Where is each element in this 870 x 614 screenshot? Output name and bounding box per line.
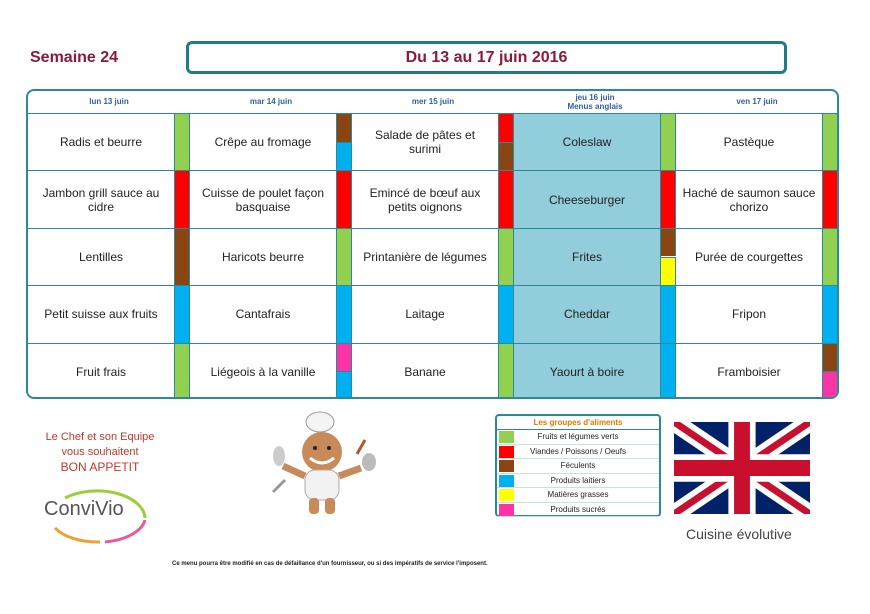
menu-cell: Radis et beurre — [28, 113, 175, 170]
date-range-banner — [186, 41, 787, 74]
menu-cell: Jambon grill sauce au cidre — [28, 170, 175, 227]
food-group-marker — [499, 170, 514, 227]
food-group-marker — [661, 257, 676, 286]
food-group-marker — [661, 228, 676, 257]
food-group-marker — [337, 170, 352, 227]
food-group-marker — [175, 343, 190, 399]
legend-item — [497, 474, 659, 489]
convivio-logo-text: ConviVio — [44, 498, 124, 520]
menu-cell: Cantafrais — [190, 285, 337, 342]
union-jack-flag — [674, 422, 810, 514]
food-group-marker — [823, 113, 838, 170]
menu-cell: Salade de pâtes et surimi — [352, 113, 499, 170]
menu-cell: Fruit frais — [28, 343, 175, 399]
menu-cell: Petit suisse aux fruits — [28, 285, 175, 342]
legend-label: Viandes / Poissons / Oeufs — [530, 446, 626, 456]
food-group-marker — [175, 285, 190, 342]
food-group-marker — [337, 343, 352, 372]
menu-cell: Emincé de bœuf aux petits oignons — [352, 170, 499, 227]
food-group-marker — [823, 371, 838, 399]
legend-swatch — [499, 489, 514, 501]
legend-swatch — [499, 431, 514, 443]
menu-cell: Printanière de légumes — [352, 228, 499, 285]
legend-item — [497, 459, 659, 474]
legend-label: Produits sucrés — [550, 504, 606, 514]
menu-cell: Frites — [514, 228, 661, 285]
day-label: ven 17 juin — [736, 97, 778, 107]
legend-item — [497, 445, 659, 460]
day-header — [190, 91, 352, 113]
menu-cell: Cheeseburger — [514, 170, 661, 227]
menu-cell: Haché de saumon sauce chorizo — [676, 170, 823, 227]
food-group-marker — [499, 343, 514, 399]
menu-cell: Pastèque — [676, 113, 823, 170]
food-group-marker — [337, 285, 352, 342]
menu-cell: Framboisier — [676, 343, 823, 399]
food-group-marker — [499, 285, 514, 342]
food-group-marker — [499, 142, 514, 171]
menu-grid — [26, 89, 839, 399]
day-label: jeu 16 juin — [575, 92, 615, 102]
food-group-marker — [661, 343, 676, 399]
menu-cell: Fripon — [676, 285, 823, 342]
legend-label: Fruits et légumes verts — [537, 432, 619, 441]
menu-cell: Laitage — [352, 285, 499, 342]
food-group-marker — [661, 170, 676, 227]
chef-message — [30, 430, 170, 475]
day-sublabel: Menus anglais — [567, 102, 623, 111]
legend-item — [497, 430, 659, 445]
legend-label: Matières grasses — [547, 490, 609, 499]
menu-cell: Cuisse de poulet façon basquaise — [190, 170, 337, 227]
legend-item — [497, 503, 659, 518]
week-label: Semaine 24 — [30, 49, 119, 66]
food-group-marker — [661, 285, 676, 342]
food-group-marker — [175, 113, 190, 170]
chef-line-2: vous souhaitent — [61, 446, 139, 458]
menu-cell: Purée de courgettes — [676, 228, 823, 285]
day-header — [28, 91, 190, 113]
food-group-marker — [661, 113, 676, 170]
menu-cell: Haricots beurre — [190, 228, 337, 285]
food-group-marker — [823, 228, 838, 285]
food-group-marker — [337, 113, 352, 142]
food-group-marker — [175, 228, 190, 285]
day-header — [514, 91, 676, 113]
day-label: lun 13 juin — [89, 97, 129, 107]
legend-swatch — [499, 475, 514, 487]
day-header — [352, 91, 514, 113]
food-group-marker — [499, 113, 514, 142]
food-group-marker — [823, 343, 838, 372]
menu-cell: Yaourt à boire — [514, 343, 661, 399]
menu-cell: Liégeois à la vanille — [190, 343, 337, 399]
legend-label: Produits laitiers — [550, 475, 606, 485]
legend-title: Les groupes d'aliments — [497, 416, 659, 430]
legend-item — [497, 488, 659, 503]
day-label: mar 14 juin — [249, 97, 293, 107]
food-group-marker — [337, 371, 352, 399]
food-groups-legend — [495, 414, 661, 517]
chef-line-1: Le Chef et son Equipe — [45, 431, 155, 443]
legend-swatch — [499, 460, 514, 472]
chef-line-3: BON APPETIT — [60, 460, 140, 474]
legend-swatch — [499, 446, 514, 458]
food-group-marker — [499, 228, 514, 285]
menu-cell: Lentilles — [28, 228, 175, 285]
chef-mascot-image — [265, 410, 380, 520]
menu-cell: Crêpe au fromage — [190, 113, 337, 170]
legend-label: Féculents — [560, 461, 596, 470]
day-label: mer 15 juin — [411, 97, 455, 107]
food-group-marker — [337, 142, 352, 171]
food-group-marker — [175, 170, 190, 227]
menu-cell: Banane — [352, 343, 499, 399]
day-header — [676, 91, 838, 113]
food-group-marker — [337, 228, 352, 285]
footer-disclaimer: Ce menu pourra être modifié en cas de défaillance d'un fournisseur, ou si des impératifs de service l'imposent. — [172, 561, 488, 567]
menu-cell: Coleslaw — [514, 113, 661, 170]
cuisine-evolutive-logo: Cuisine évolutive — [686, 526, 792, 542]
food-group-marker — [823, 285, 838, 342]
legend-swatch — [499, 504, 514, 516]
menu-cell: Cheddar — [514, 285, 661, 342]
date-range-text: Du 13 au 17 juin 2016 — [405, 49, 568, 66]
food-group-marker — [823, 170, 838, 227]
